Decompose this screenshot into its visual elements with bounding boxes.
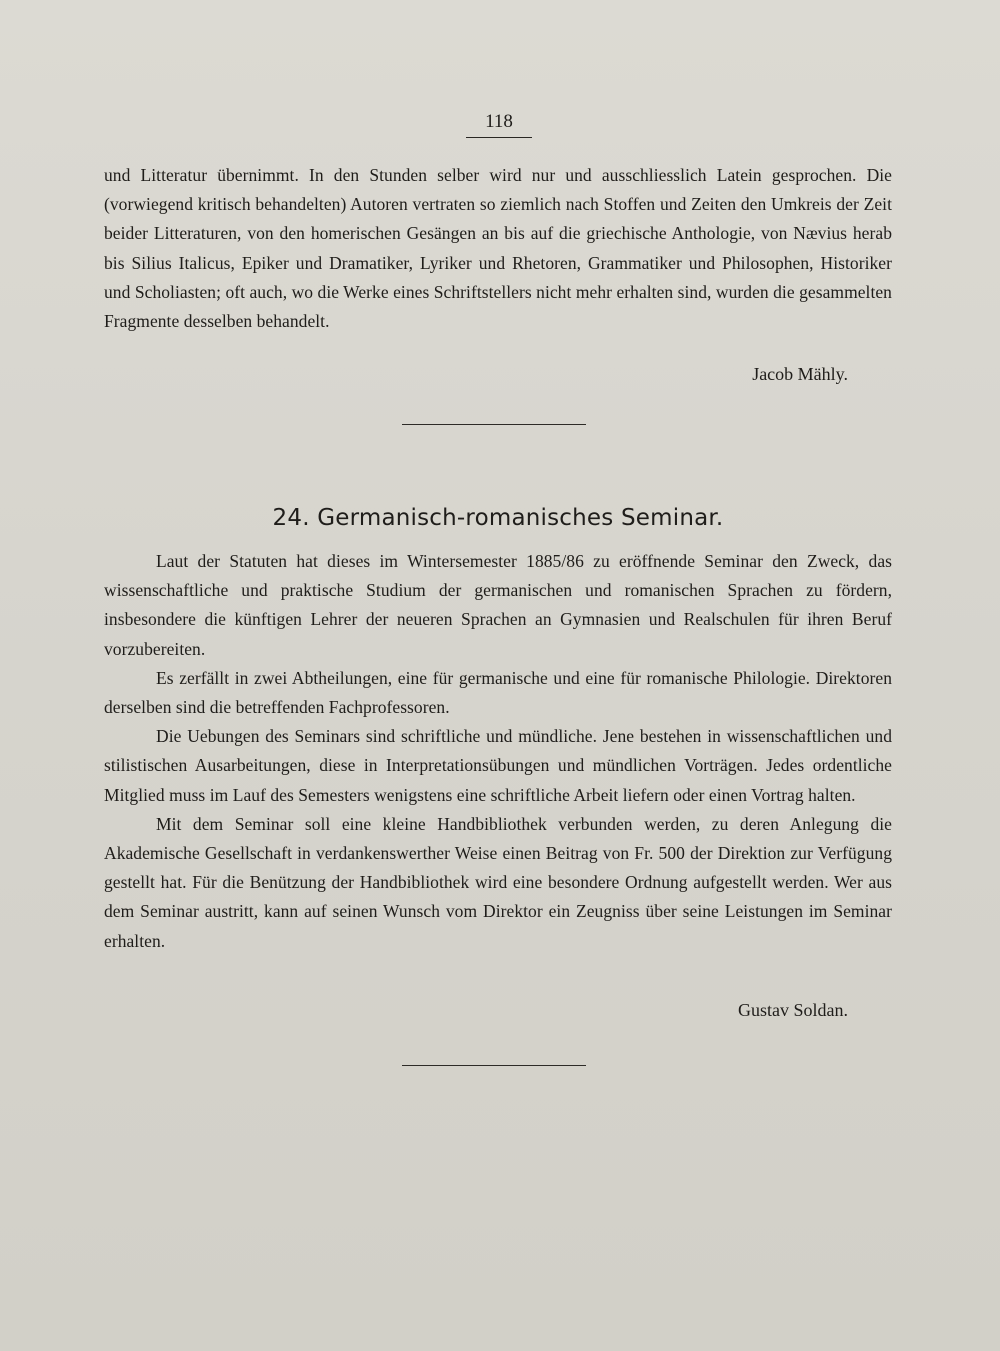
section-24-paragraph-3: Die Uebungen des Seminars sind schriftliche und mündliche. Jene bestehen in wissenschaftlichen und stilistischen Ausarbeitungen, diese in Interpretationsübungen und mündlichen Vorträgen. Jedes ordentliche Mitglied muss im Lauf des Semesters wenigstens eine schriftliche Arbeit liefern oder einen Vortrag halten. [104, 726, 892, 805]
section-24-paragraph-2: Es zerfällt in zwei Abtheilungen, eine für germanische und eine für romanische Philologie. Direktoren derselben sind die betreffenden Fachprofessoren. [104, 667, 892, 718]
section-title: 24. Germanisch-romanisches Seminar. [272, 505, 724, 531]
section-24-paragraph-1: Laut der Statuten hat dieses im Wintersemester 1885/86 zu eröffnende Seminar den Zweck, das wissenschaftliche und praktische Studium der germanischen und romanischen Sprachen zu fördern, insbesondere die künftigen Lehrer der neueren Sprachen an Gymnasien und Realschulen für ihren Beruf vorzubereiten. [104, 551, 892, 659]
signature-gustav-soldan: Gustav Soldan. [738, 1000, 848, 1020]
section-24-paragraph-4: Mit dem Seminar soll eine kleine Handbibliothek verbunden werden, zu deren Anlegung die Akademische Gesellschaft in verdankenswerther Weise einen Beitrag von Fr. 500 der Direktion zur Verfügung gestellt hat. Für die Benützung der Handbibliothek wird eine besondere Ordnung aufgestellt werden. Wer aus dem Seminar austritt, kann auf seinen Wunsch vom Direktor ein Zeugniss über seine Leistungen im Seminar erhalten. [104, 813, 892, 951]
section-24-text [104, 547, 892, 956]
page-number-rule [466, 137, 532, 138]
section-separator-top [402, 424, 586, 425]
page-number: 118 [485, 111, 513, 132]
top-section-paragraph: und Litteratur übernimmt. In den Stunden selber wird nur und ausschliesslich Latein gesprochen. Die (vorwiegend kritisch behandelten) Autoren vertraten so ziemlich nach Stoffen und Zeiten den Umkreis der Zeit beider Litteraturen, von den homerischen Gesängen an bis auf die griechische Anthologie, von Nævius herab bis Silius Italicus, Epiker und Dramatiker, Lyriker und Rhetoren, Grammatiker und Philosophen, Historiker und Scholiasten; oft auch, wo die Werke eines Schriftstellers nicht mehr erhalten sind, wurden die gesammelten Fragmente desselben behandelt. [104, 165, 892, 332]
top-section-text [104, 161, 892, 336]
signature-jacob-mahly: Jacob Mähly. [752, 364, 848, 384]
section-separator-bottom [402, 1065, 586, 1066]
